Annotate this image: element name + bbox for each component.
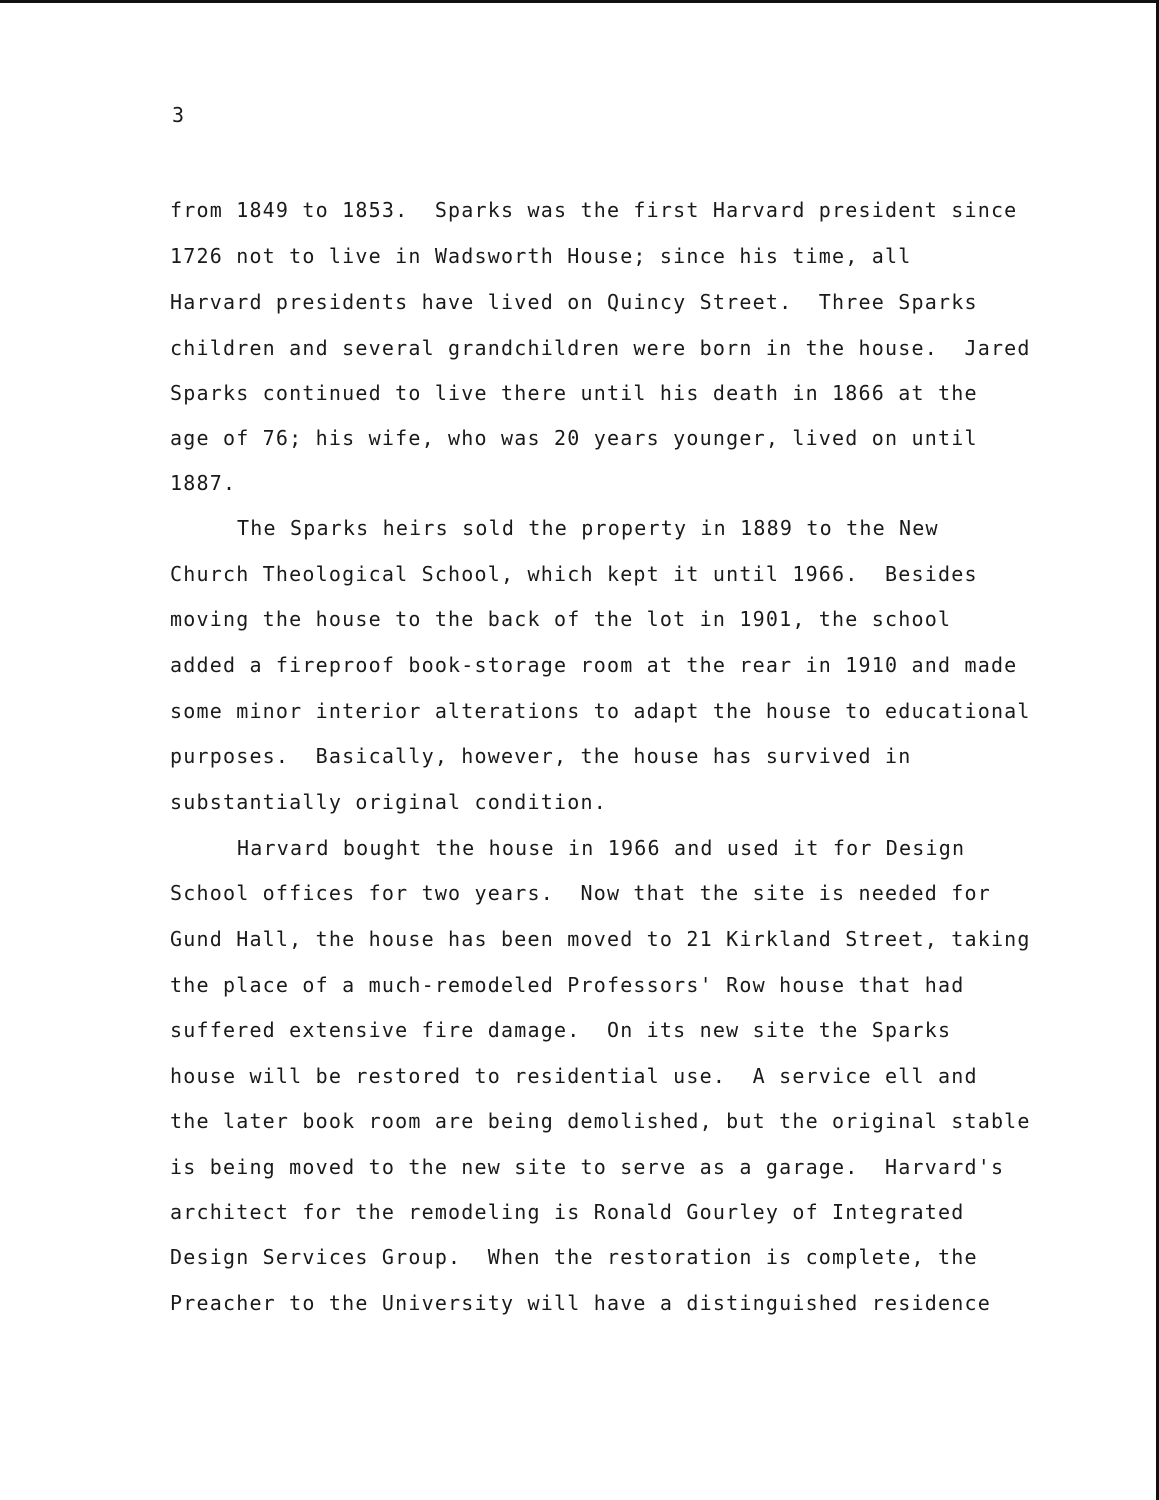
text-line: age of 76; his wife, who was 20 years younger, lived on until (170, 426, 978, 450)
text-line: Gund Hall, the house has been moved to 21 Kirkland Street, taking (170, 927, 1031, 951)
text-line: the later book room are being demolished, but the original stable (170, 1109, 1031, 1133)
text-line: Harvard presidents have lived on Quincy Street. Three Sparks (170, 290, 978, 314)
text-line: Design Services Group. When the restoration is complete, the (170, 1245, 978, 1269)
text-line: moving the house to the back of the lot in 1901, the school (170, 607, 952, 631)
text-line: School offices for two years. Now that the site is needed for (170, 881, 991, 905)
text-line: some minor interior alterations to adapt the house to educational (170, 699, 1031, 723)
text-line: 1887. (170, 471, 237, 495)
text-line: suffered extensive fire damage. On its new site the Sparks (170, 1018, 952, 1042)
paragraph-start-line: The Sparks heirs sold the property in 1889 to the New (237, 516, 939, 540)
text-line: added a fireproof book-storage room at the rear in 1910 and made (170, 653, 1018, 677)
text-line: is being moved to the new site to serve as a garage. Harvard's (170, 1155, 1005, 1179)
text-line: 1726 not to live in Wadsworth House; since his time, all (170, 244, 912, 268)
page-number: 3 (172, 103, 185, 127)
text-line: purposes. Basically, however, the house has survived in (170, 744, 912, 768)
text-line: architect for the remodeling is Ronald Gourley of Integrated (170, 1200, 965, 1224)
text-line: children and several grandchildren were born in the house. Jared (170, 336, 1031, 360)
text-line: substantially original condition. (170, 790, 607, 814)
text-line: Preacher to the University will have a distinguished residence (170, 1291, 991, 1315)
text-line: house will be restored to residential use. A service ell and (170, 1064, 978, 1088)
text-line: Sparks continued to live there until his death in 1866 at the (170, 381, 978, 405)
paragraph-start-line: Harvard bought the house in 1966 and used it for Design (237, 836, 966, 860)
text-line: from 1849 to 1853. Sparks was the first Harvard president since (170, 198, 1018, 222)
text-line: Church Theological School, which kept it until 1966. Besides (170, 562, 978, 586)
text-line: the place of a much-remodeled Professors' Row house that had (170, 973, 965, 997)
